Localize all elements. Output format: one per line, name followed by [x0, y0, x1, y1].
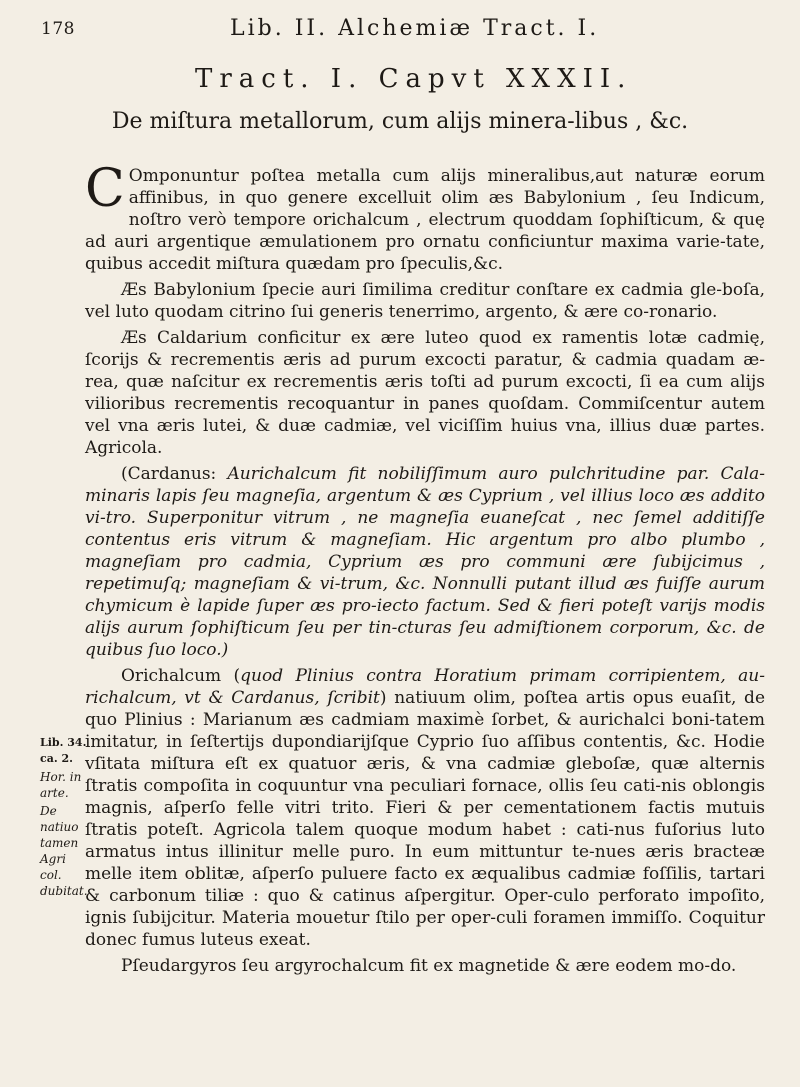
orichalcum-rest: ) natiuum olim, poſtea artis opus euaſit, de quo Plinius : Marianum æs cadmiam maximè ſorbet, & aurichalci boni-tatem imitatur, in ſeſtertijs dupondiarijſque Cyprio ſuo aſſibus contentis, &c. Hodie vſitata miſtura eſt ex quatuor æris, & vna cadmiæ gleboſæ, quæ alternis ſtratis compoſita in coquuntur vna peculiari fornace, ollis ſeu cati-nis oblongis magnis, aſperſo felle vitri trito. Fieri & per cementationem factis mutuis ſtratis poteſt. Agricola talem quoque modum habet : cati-nus fuſorius luto armatus intus illinitur melle puro. In eum mittuntur te-nues æris bracteæ melle item oblitæ, aſperſo puluere facto ex æqualibus cadmiæ foſſilis, tartari & carbonum tiliæ : quo & catinus aſpergitur. Oper-culo perforato impoſito, ignis ſubijcitur. Materia mouetur ſtilo per oper-culi foramen immiſſo. Coquitur donec fumus luteus exeat.	[85, 688, 766, 950]
margin-note-natiuo: De natiuo tamen Agri col. dubitat.	[40, 804, 88, 898]
chapter-heading: Tract. I. Capvt XXXII.	[195, 64, 633, 94]
page-number: 178	[41, 19, 75, 39]
margin-notes	[40, 735, 90, 901]
margin-note-horace: Hor. in arte.	[40, 770, 82, 800]
chapter-subtitle: De miſtura metallorum, cum alijs minera-libus , &c.	[111, 109, 689, 134]
cardanus-quote: Aurichalcum fit nobiliſſimum auro pulchritudine par. Cala-minaris lapis ſeu magneſia, argentum & æs Cyprium , vel illius loco æs addito vi-tro. Superponitur vitrum , ne magneſia euaneſcat , nec ſemel additiſſe contentus eris vitrum & magneſiam. Hic argentum pro albo plumbo , magneſiam pro cadmia, Cyprium æs pro communi ære ſubijcimus , repetimuſq; magneſiam & vi-trum, &c. Nonnulli putant illud æs fuiſſe aurum chymicum è lapide ſuper æs pro-iecto factum. Sed & fieri poteſt varijs modis alijs aurum ſophiſticum ſeu per tin-cturas ſeu admiſtionem corporum, &c. de quibus ſuo loco.)	[85, 464, 765, 660]
paragraph-aes-babylonium: Æs Babylonium ſpecie auri ſimilima creditur conſtare ex cadmia gle-boſa, vel luto quodam citrino ſui generis tenerrimo, argento, & ære co-ronario.	[85, 280, 765, 322]
paragraph-cardanus	[85, 463, 765, 661]
orichalcum-start: Orichalcum (	[121, 666, 241, 686]
body-text	[85, 159, 766, 977]
paragraph-aes-caldarium: Æs Caldarium conficitur ex ære luteo quod ex ramentis lotæ cadmię, ſcorijs & recrementis æris ad purum excocti paratur, & cadmia quadam æ-rea, quæ naſcitur ex recrementis æris toſti ad purum excocti, ſi ea cum alijs vilioribus recrementis recoquantur in panes quoſdam. Commiſcentur autem vel vna æris lutei, & duæ cadmiæ, vel viciſſim huius vna, illius duæ partes. Agricola.	[85, 328, 765, 458]
margin-note-reference: Lib. 34. ca. 2.	[40, 736, 87, 765]
paragraph-orichalcum	[85, 665, 765, 951]
paragraph-pseudargyros: Pſeudargyros ſeu argyrochalcum fit ex magnetide & ære eodem mo-do.	[121, 956, 737, 976]
cardanus-intro: (Cardanus:	[121, 464, 228, 484]
running-title: Lib. II. Alchemiæ Tract. I.	[230, 16, 600, 41]
paragraph-componuntur: COmponuntur poſtea metalla cum alijs mineralibus,aut naturæ eorum affinibus, in quo genere excelluit olim æs Babylonium , ſeu Indicum, noſtro verò tempore orichalcum , electrum quoddam ſophiſticum, & quę ad auri argentique æmulationem pro ornatu conficiuntur maxima varie-tate, quibus accedit miſtura quædam pro ſpeculis,&c.	[85, 159, 765, 274]
running-head	[0, 14, 800, 44]
orichalcum-italic: quod Plinius contra Horatium primam corripientem, au-richalcum, vt & Cardanus, ſcribit	[85, 666, 765, 708]
